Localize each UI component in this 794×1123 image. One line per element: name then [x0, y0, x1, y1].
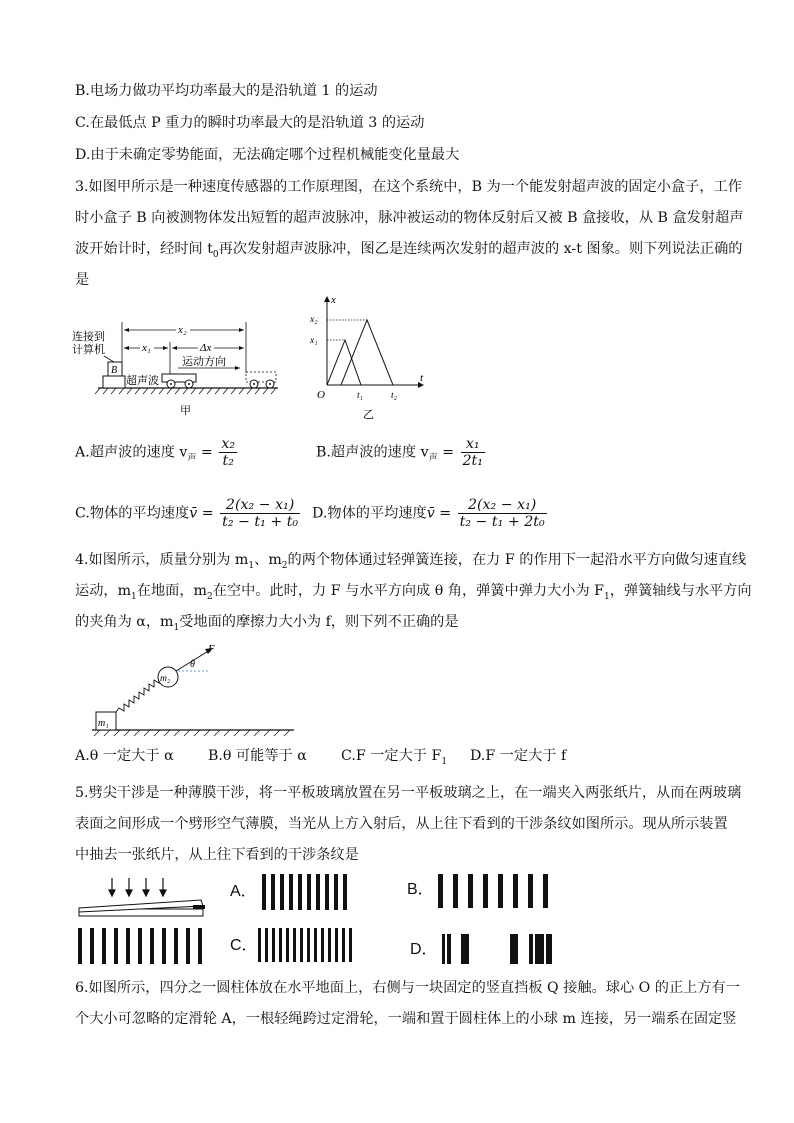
- motion-direction-label: 运动方向: [182, 356, 226, 368]
- box-b-label: B: [111, 365, 118, 376]
- yi-x-axis-label: x: [331, 294, 336, 306]
- fringe-pattern-reference: [76, 928, 206, 964]
- q5-option-a-label: A．: [230, 883, 257, 900]
- ultrasound-label: 超声波: [126, 375, 159, 387]
- yi-x1-label: x₁: [310, 336, 318, 346]
- yi-t-axis-label: t: [420, 372, 424, 384]
- q4-option-a: A.θ 一定大于 α: [75, 748, 174, 764]
- connect-label-2: 计算机: [72, 344, 105, 356]
- q4-option-c: C.F 一定大于 $F_1$: [341, 748, 448, 767]
- connect-label-1: 连接到: [72, 331, 105, 343]
- q2-option-b: B.电场力做功平均功率最大的是沿轨道 1 的运动: [75, 83, 378, 99]
- q5-option-b-label: B．: [407, 881, 434, 898]
- q5-option-c-label: C．: [230, 937, 258, 954]
- q3-stem-line1: 3.如图甲所示是一种速度传感器的工作原理图，在这个系统中，B 为一个能发射超声波的固定小盒子，工作: [75, 179, 742, 195]
- x2-label: x₂: [178, 324, 187, 336]
- q5-stem-line3: 中抽去一张纸片，从上往下看到的干涉条纹是: [75, 847, 359, 863]
- q6-stem-line2: 个大小可忽略的定滑轮 A，一根轻绳跨过定滑轮，一端和置于圆柱体上的小球 m 连接，另一端系在固定竖: [75, 1011, 737, 1027]
- q4-stem-line3: 的夹角为 α，$m_1$受地面的摩擦力大小为 f，则下列不正确的是: [75, 614, 459, 633]
- q4-stem-line1: 4.如图所示，质量分别为 $m_1$、$m_2$的两个物体通过轻弹簧连接，在力 F 的作用下一起沿水平方向做匀速直线: [75, 552, 747, 571]
- yi-x2-label: x₂: [310, 315, 318, 325]
- q3-option-c: C.物体的平均速度v̄ = $\frac{\text{2(x₂ − x₁)}}{\text{t₂ − t₁ + t₀}}$: [75, 497, 299, 530]
- q4-stem-line2: 运动，$m_1$在地面，$m_2$在空中。此时，力 F 与水平方向成 θ 角，弹簧中弹力大小为 $F_1$，弹簧轴线与水平方向: [75, 583, 752, 602]
- q3-stem-line3: 波开始计时，经时间 $t_0$再次发射超声波脉冲，图乙是连续两次发射的超声波的 x-t 图象。则下列说法正确的: [75, 241, 743, 260]
- figure-wedge-apparatus: [75, 874, 215, 922]
- q5-stem-line2: 表面之间形成一个劈形空气薄膜，当光从上方入射后，从上往下看到的干涉条纹如图所示。现从所示装置: [75, 816, 728, 832]
- x1-label: x₁: [142, 342, 151, 354]
- theta-label: θ: [190, 659, 195, 670]
- m2-label: m₂: [160, 674, 171, 684]
- m1-label: m₁: [98, 718, 109, 729]
- q4-option-b: B.θ 可能等于 α: [208, 748, 307, 764]
- dx-label: Δx: [200, 342, 212, 354]
- fringe-pattern-c: [256, 928, 356, 962]
- fringe-pattern-d: [440, 934, 560, 964]
- q3-option-d: D.物体的平均速度v̄ = $\frac{\text{2(x₂ − x₁)}}{\text{t₂ − t₁ + 2t₀}}$: [312, 497, 545, 530]
- force-f-label: F: [208, 643, 215, 655]
- fringe-pattern-a: [260, 874, 350, 910]
- q5-option-d-label: D．: [410, 941, 438, 958]
- q3-stem-line2: 时小盒子 B 向被测物体发出短暂的超声波脉冲，脉冲被运动的物体反射后又被 B 盒接收，从 B 盒发射超声: [75, 210, 744, 226]
- figure-jia: [70, 318, 285, 418]
- figure-yi-caption: 乙: [363, 409, 374, 421]
- yi-t2-label: t₂: [391, 391, 397, 401]
- figure-q4-spring: [86, 642, 301, 737]
- q3-stem-line4: 是: [75, 272, 90, 288]
- q4-option-d: D.F 一定大于 f: [470, 748, 567, 764]
- yi-t1-label: t₁: [357, 391, 363, 401]
- figure-jia-caption: 甲: [180, 405, 191, 417]
- figure-yi: [305, 292, 435, 427]
- fringe-pattern-b: [436, 874, 556, 908]
- q5-stem-line1: 5.劈尖干涉是一种薄膜干涉，将一平板玻璃放置在另一平板玻璃之上，在一端夹入两张纸片，从而在两玻璃: [75, 785, 742, 801]
- q6-stem-line1: 6.如图所示，四分之一圆柱体放在水平地面上，右侧与一块固定的竖直挡板 Q 接触。球心 O 的正上方有一: [75, 980, 740, 996]
- q2-option-d: D.由于未确定零势能面，无法确定哪个过程机械能变化量最大: [75, 147, 460, 163]
- q2-option-c: C.在最低点 P 重力的瞬时功率最大的是沿轨道 3 的运动: [75, 115, 425, 131]
- q3-option-b: B.超声波的速度 $v_声$ = $\frac{\text{x₁}}{\text{2t₁}}$: [316, 436, 483, 469]
- yi-origin-label: O: [317, 389, 325, 401]
- q3-option-a: A.超声波的速度 $v_声$ = $\frac{\text{x₂}}{\text{t₂}}$: [75, 436, 236, 469]
